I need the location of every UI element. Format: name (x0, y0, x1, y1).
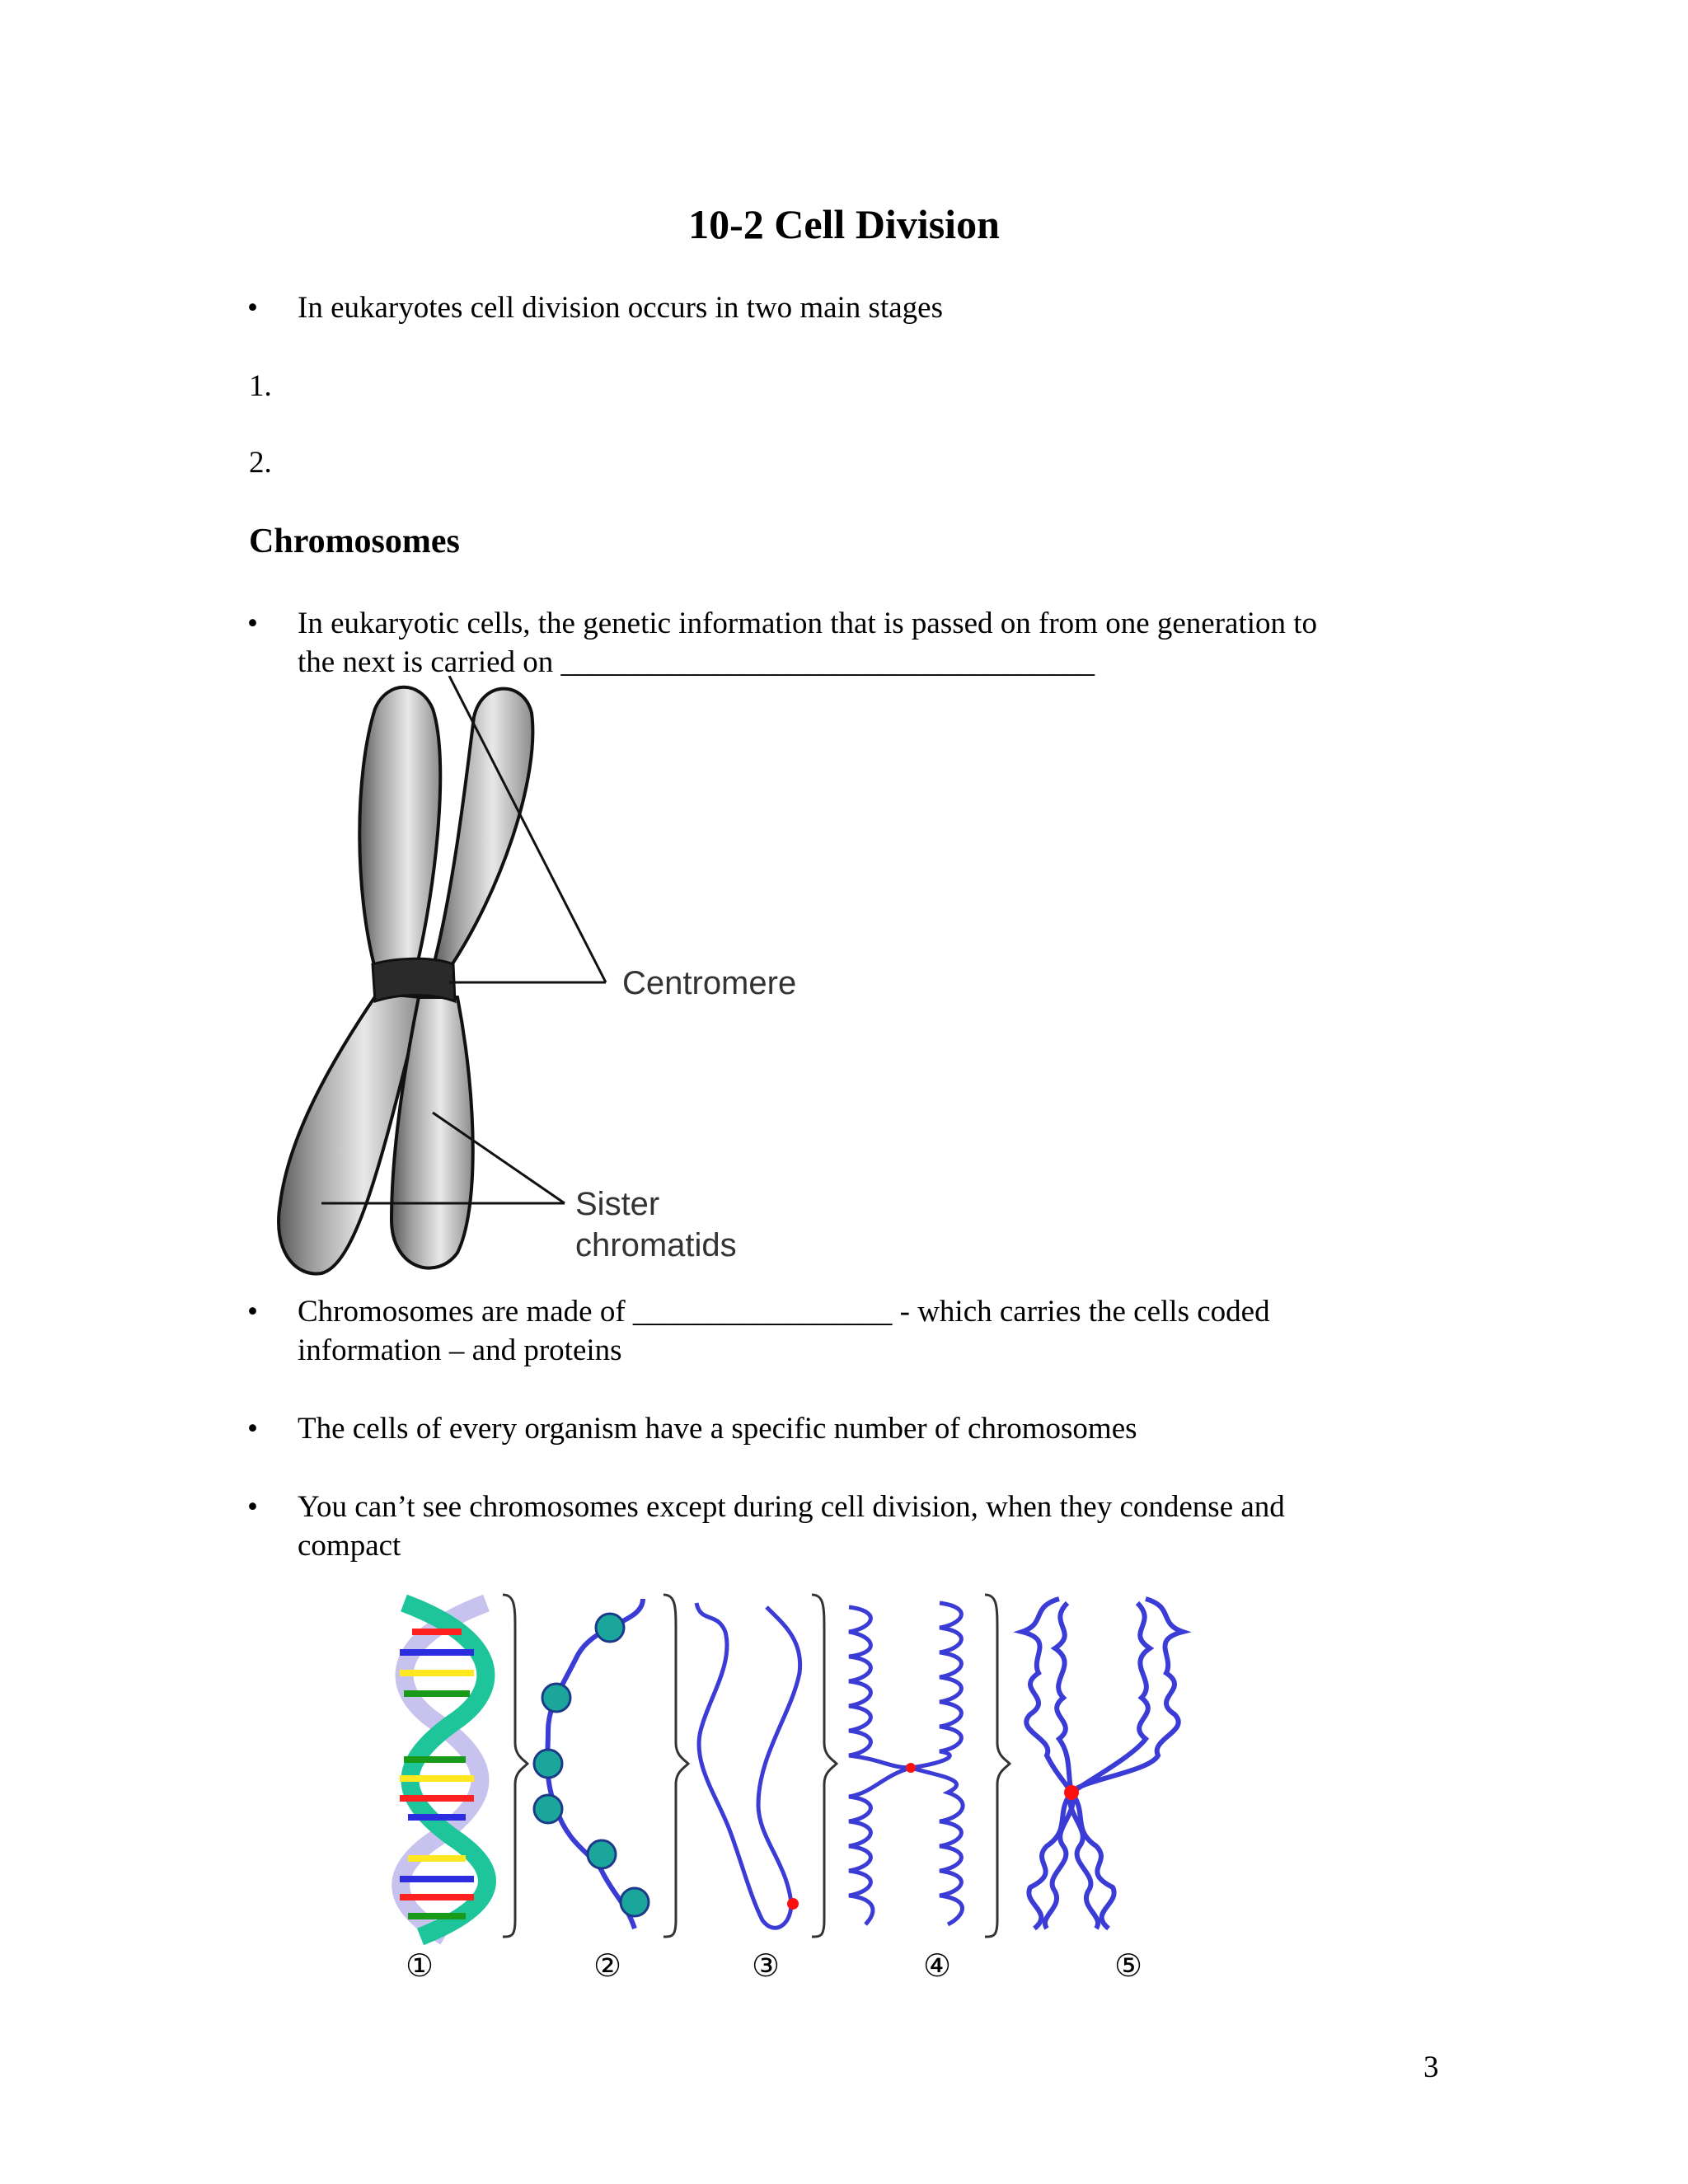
stage-4-supercoil (849, 1603, 963, 1924)
label-sister: Sister (575, 1186, 660, 1222)
section-heading-chromosomes: Chromosomes (249, 523, 460, 560)
page-number: 3 (1423, 2050, 1439, 2084)
brace-3 (812, 1595, 837, 1937)
stage-number-5: ⑤ (1114, 1947, 1143, 1984)
stage-2-nucleosomes (534, 1599, 649, 1929)
stage-3-chromatin-fiber (696, 1603, 800, 1928)
stage-number-4: ④ (923, 1947, 952, 1984)
label-chromatids: chromatids (575, 1227, 737, 1263)
bullet-text: The cells of every organism have a specific number of chromosomes (298, 1412, 1137, 1446)
bullet-dot: • (247, 1490, 258, 1524)
list-item-1: 1. (249, 369, 272, 403)
stage-5-condensed-chromosome (1022, 1599, 1183, 1929)
bullet-text-line1: Chromosomes are made of _________________ - which carries the cells coded (298, 1295, 1270, 1329)
bullet-dot: • (247, 291, 258, 325)
bullet-dot: • (247, 1412, 258, 1446)
stage-number-1: ① (406, 1947, 434, 1984)
list-item-2: 2. (249, 446, 272, 480)
chromosome-illustration (231, 676, 857, 1294)
bullet-text-line1: You can’t see chromosomes except during cell division, when they condense and (298, 1490, 1285, 1524)
chromatid-upper-left (359, 687, 440, 968)
bullet-dot: • (247, 1295, 258, 1329)
bullet-text-line2: compact (298, 1529, 401, 1563)
bullet-text: In eukaryotes cell division occurs in two main stages (298, 291, 943, 325)
stage-number-3: ③ (752, 1947, 781, 1984)
stage-1-dna-helix (400, 1603, 487, 1937)
brace-2 (663, 1595, 688, 1937)
chromatin-condensation-diagram (371, 1591, 1236, 1945)
brace-4 (985, 1595, 1010, 1937)
stage-number-2: ② (593, 1947, 622, 1984)
bullet-text-line2: information – and proteins (298, 1333, 622, 1367)
bullet-text-line2: the next is carried on ___________________________________ (298, 645, 1095, 679)
bullet-dot: • (247, 607, 258, 640)
page-title: 10-2 Cell Division (688, 201, 1000, 247)
brace-1 (503, 1595, 528, 1937)
centromere (373, 958, 455, 1001)
bullet-text-line1: In eukaryotic cells, the genetic information that is passed on from one generation to (298, 607, 1318, 640)
label-centromere: Centromere (622, 965, 797, 1001)
chromatid-upper-right (433, 689, 532, 972)
